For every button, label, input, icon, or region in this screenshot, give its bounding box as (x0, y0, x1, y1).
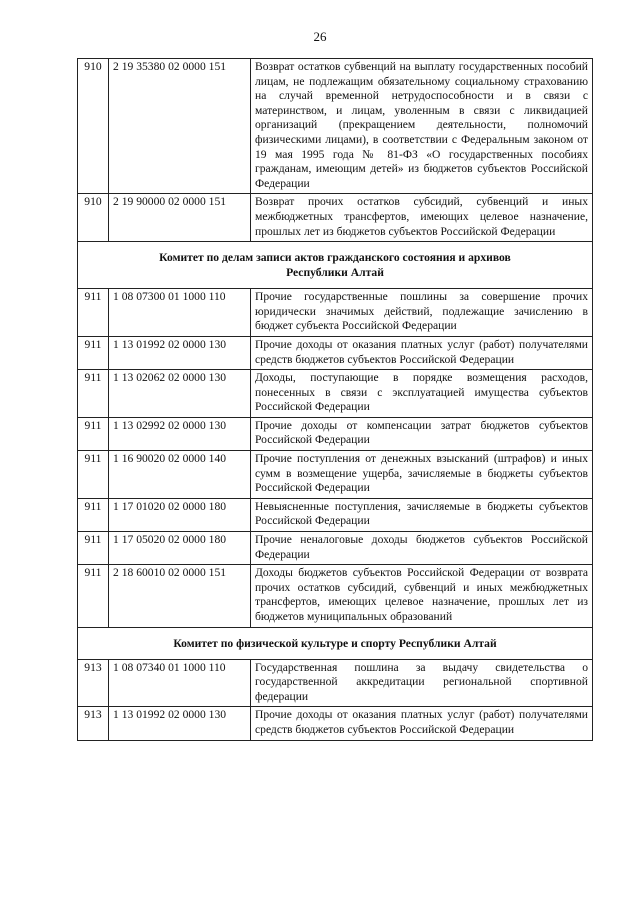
table-row (78, 336, 593, 369)
admin-code-cell: 911 (78, 417, 109, 450)
budget-code-cell: 1 16 90020 02 0000 140 (109, 451, 251, 499)
section-header-cell (78, 242, 593, 289)
section-title-line: Комитет по делам записи актов гражданского состояния и архивов (159, 251, 511, 265)
description-cell: Возврат остатков субвенций на выплату государственных пособий лицам, не подлежащим обязательному социальному страхованию на случай временной нетрудоспособности и в связи с материнством, и лицам, уволенным в связи с ликвидацией организаций (прекращением деятельности, полномочий физическими лицами), в соответствии с Федеральным законом от 19 мая 1995 года № 81-ФЗ «О государственных пособиях гражданам, имеющим детей» из бюджетов субъектов Российской Федерации (251, 59, 593, 194)
table-row (78, 370, 593, 418)
budget-code-cell: 1 17 01020 02 0000 180 (109, 498, 251, 531)
admin-code-cell: 911 (78, 289, 109, 337)
description-cell: Доходы бюджетов субъектов Российской Федерации от возврата прочих остатков субсидий, субвенций и иных межбюджетных трансфертов, имеющих целевое назначение, прошлых лет из бюджетов муниципальных образований (251, 565, 593, 627)
budget-code-cell: 1 13 01992 02 0000 130 (109, 707, 251, 740)
table-row (78, 289, 593, 337)
description-cell: Прочие государственные пошлины за совершение прочих юридически значимых действий, подлежащие зачислению в бюджет субъекта Российской Федерации (251, 289, 593, 337)
budget-code-cell: 1 08 07300 01 1000 110 (109, 289, 251, 337)
admin-code-cell: 911 (78, 370, 109, 418)
admin-code-cell: 910 (78, 194, 109, 242)
table-row (78, 59, 593, 194)
budget-code-cell: 1 13 01992 02 0000 130 (109, 336, 251, 369)
budget-code-cell: 2 19 90000 02 0000 151 (109, 194, 251, 242)
admin-code-cell: 911 (78, 336, 109, 369)
section-header-row (78, 242, 593, 289)
description-cell: Прочие доходы от оказания платных услуг (работ) получателями средств бюджетов субъектов Российской Федерации (251, 336, 593, 369)
admin-code-cell: 911 (78, 565, 109, 627)
description-cell: Возврат прочих остатков субсидий, субвенций и иных межбюджетных трансфертов, имеющих целевое назначение, прошлых лет из бюджетов субъектов Российской Федерации (251, 194, 593, 242)
budget-classification-table (77, 58, 593, 741)
admin-code-cell: 911 (78, 498, 109, 531)
table-row (78, 417, 593, 450)
description-cell: Прочие доходы от компенсации затрат бюджетов субъектов Российской Федерации (251, 417, 593, 450)
description-cell: Невыясненные поступления, зачисляемые в бюджеты субъектов Российской Федерации (251, 498, 593, 531)
table-row (78, 565, 593, 627)
admin-code-cell: 913 (78, 707, 109, 740)
table-body (78, 59, 593, 741)
table-row (78, 707, 593, 740)
page-number: 26 (313, 29, 327, 44)
table-row (78, 194, 593, 242)
description-cell: Доходы, поступающие в порядке возмещения расходов, понесенных в связи с эксплуатацией имущества субъектов Российской Федерации (251, 370, 593, 418)
budget-code-cell: 1 13 02062 02 0000 130 (109, 370, 251, 418)
description-cell: Прочие доходы от оказания платных услуг (работ) получателями средств бюджетов субъектов Российской Федерации (251, 707, 593, 740)
section-title-line: Комитет по физической культуре и спорту Республики Алтай (173, 636, 497, 650)
admin-code-cell: 910 (78, 59, 109, 194)
admin-code-cell: 911 (78, 532, 109, 565)
table-row (78, 532, 593, 565)
section-title-line: Республики Алтай (286, 266, 384, 280)
section-header-row (78, 627, 593, 659)
section-header-cell (78, 627, 593, 659)
budget-code-cell: 1 17 05020 02 0000 180 (109, 532, 251, 565)
budget-code-cell: 1 08 07340 01 1000 110 (109, 659, 251, 707)
description-cell: Государственная пошлина за выдачу свидетельства о государственной аккредитации региональной спортивной федерации (251, 659, 593, 707)
budget-code-cell: 2 18 60010 02 0000 151 (109, 565, 251, 627)
budget-code-cell: 1 13 02992 02 0000 130 (109, 417, 251, 450)
admin-code-cell: 913 (78, 659, 109, 707)
description-cell: Прочие поступления от денежных взысканий (штрафов) и иных сумм в возмещение ущерба, зачисляемые в бюджеты субъектов Российской Федерации (251, 451, 593, 499)
description-cell: Прочие неналоговые доходы бюджетов субъектов Российской Федерации (251, 532, 593, 565)
table-row (78, 498, 593, 531)
budget-code-cell: 2 19 35380 02 0000 151 (109, 59, 251, 194)
admin-code-cell: 911 (78, 451, 109, 499)
table-row (78, 451, 593, 499)
table-row (78, 659, 593, 707)
